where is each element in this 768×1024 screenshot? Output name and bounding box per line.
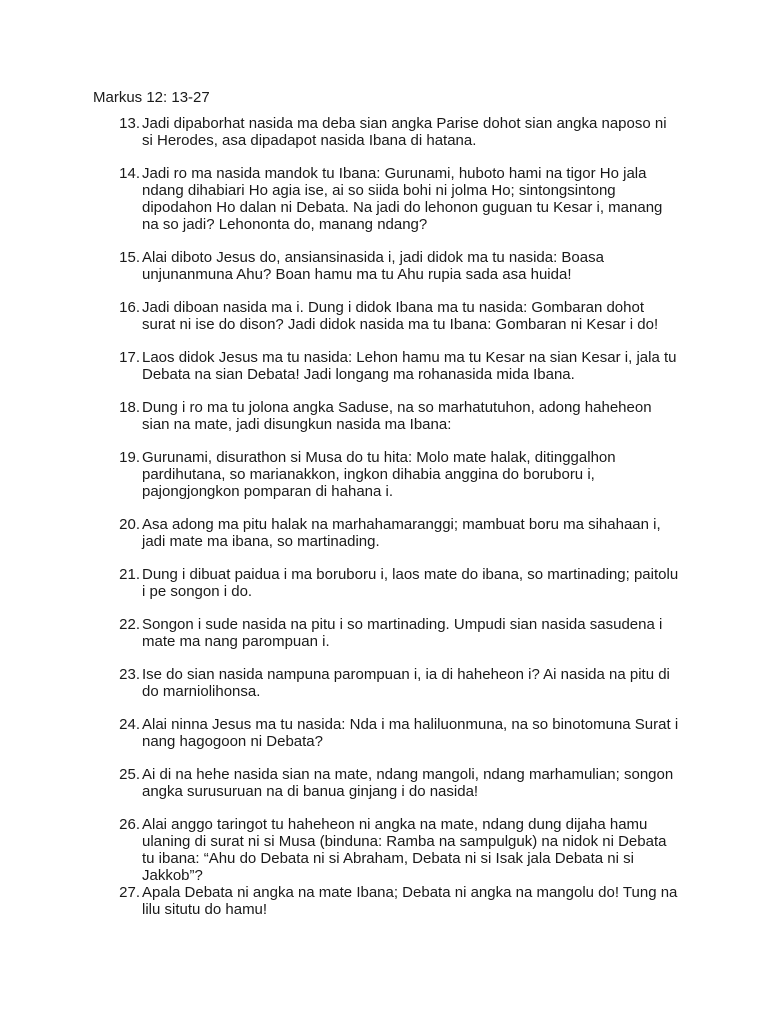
verse-text: Dung i dibuat paidua i ma boruboru i, laos mate do ibana, so martinading; paitolu i pe songon i do. <box>142 566 679 600</box>
verse-19 <box>110 449 680 500</box>
verse-text: Asa adong ma pitu halak na marhahamaranggi; mambuat boru ma sihahaan i, jadi mate ma ibana, so martinading. <box>142 516 661 550</box>
verse-number: 27. <box>119 884 140 901</box>
verse-text: Gurunami, disurathon si Musa do tu hita: Molo mate halak, ditinggalhon pardihutana, so marianakkon, ingkon dihabia anggina do boruboru i, pajongjongkon pomparan di hahana i. <box>142 449 616 500</box>
verse-13 <box>110 115 680 149</box>
verse-text: Laos didok Jesus ma tu nasida: Lehon hamu ma tu Kesar na sian Kesar i, jala tu Debata na sian Debata! Jadi longang ma rohanasida mida Ibana. <box>142 349 677 383</box>
verse-22 <box>110 616 680 650</box>
verse-number: 20. <box>119 516 140 533</box>
verse-number: 22. <box>119 616 140 633</box>
verse-text: Ise do sian nasida nampuna parompuan i, ia di haheheon i? Ai nasida na pitu di do marniolihonsa. <box>142 666 670 700</box>
verse-16 <box>110 299 680 333</box>
verse-number: 13. <box>119 115 140 132</box>
verse-number: 24. <box>119 716 140 733</box>
verse-text: Dung i ro ma tu jolona angka Saduse, na so marhatutuhon, adong haheheon sian na mate, jadi disungkun nasida ma Ibana: <box>142 399 652 433</box>
verse-17 <box>110 349 680 383</box>
verse-text: Jadi diboan nasida ma i. Dung i didok Ibana ma tu nasida: Gombaran dohot surat ni ise do dison? Jadi didok nasida ma tu Ibana: Gombaran ni Kesar i do! <box>142 299 659 333</box>
verse-number: 26. <box>119 816 140 833</box>
verse-number: 23. <box>119 666 140 683</box>
verse-text: Alai anggo taringot tu haheheon ni angka na mate, ndang dung dijaha hamu ulaning di surat ni si Musa (binduna: Ramba na sampulguk) na nidok ni Debata tu ibana: “Ahu do Debata ni si Abraham, Debata ni si Isak jala Debata ni si Jakkob”? <box>142 816 667 884</box>
verse-text: Songon i sude nasida na pitu i so martinading. Umpudi sian nasida sasudena i mate ma nang parompuan i. <box>142 616 663 650</box>
verse-number: 15. <box>119 249 140 266</box>
verse-number: 18. <box>119 399 140 416</box>
verse-text: Ai di na hehe nasida sian na mate, ndang mangoli, ndang marhamulian; songon angka surusuruan na di banua ginjang i do nasida! <box>142 766 674 800</box>
verse-text: Jadi ro ma nasida mandok tu Ibana: Gurunami, huboto hami na tigor Ho jala ndang dihabiari Ho agia ise, ai so siida bohi ni jolma Ho; sintongsintong dipodahon Ho dalan ni Debata. Na jadi do lehonon guguan tu Kesar i, manang na so jadi? Lehononta do, manang ndang? <box>142 165 663 233</box>
verse-14 <box>110 165 680 233</box>
verse-list <box>110 115 680 934</box>
verse-number: 25. <box>119 766 140 783</box>
verse-number: 14. <box>119 165 140 182</box>
verse-text: Jadi dipaborhat nasida ma deba sian angka Parise dohot sian angka naposo ni si Herodes, asa dipadapot nasida Ibana di hatana. <box>142 115 667 149</box>
verse-number: 16. <box>119 299 140 316</box>
verse-18 <box>110 399 680 433</box>
verse-27 <box>110 884 680 918</box>
verse-25 <box>110 766 680 800</box>
verse-20 <box>110 516 680 550</box>
verse-23 <box>110 666 680 700</box>
verse-number: 17. <box>119 349 140 366</box>
verse-text: Alai ninna Jesus ma tu nasida: Nda i ma haliluonmuna, na so binotomuna Surat i nang hagogoon ni Debata? <box>142 716 679 750</box>
verse-number: 21. <box>119 566 140 583</box>
verse-number: 19. <box>119 449 140 466</box>
verse-26 <box>110 816 680 884</box>
verse-21 <box>110 566 680 600</box>
verse-text: Alai diboto Jesus do, ansiansinasida i, jadi didok ma tu nasida: Boasa unjunanmuna Ahu? Boan hamu ma tu Ahu rupia sada asa huida! <box>142 249 604 283</box>
verse-24 <box>110 716 680 750</box>
verse-15 <box>110 249 680 283</box>
passage-heading: Markus 12: 13-27 <box>93 89 210 106</box>
verse-text: Apala Debata ni angka na mate Ibana; Debata ni angka na mangolu do! Tung na lilu situtu do hamu! <box>142 884 678 918</box>
